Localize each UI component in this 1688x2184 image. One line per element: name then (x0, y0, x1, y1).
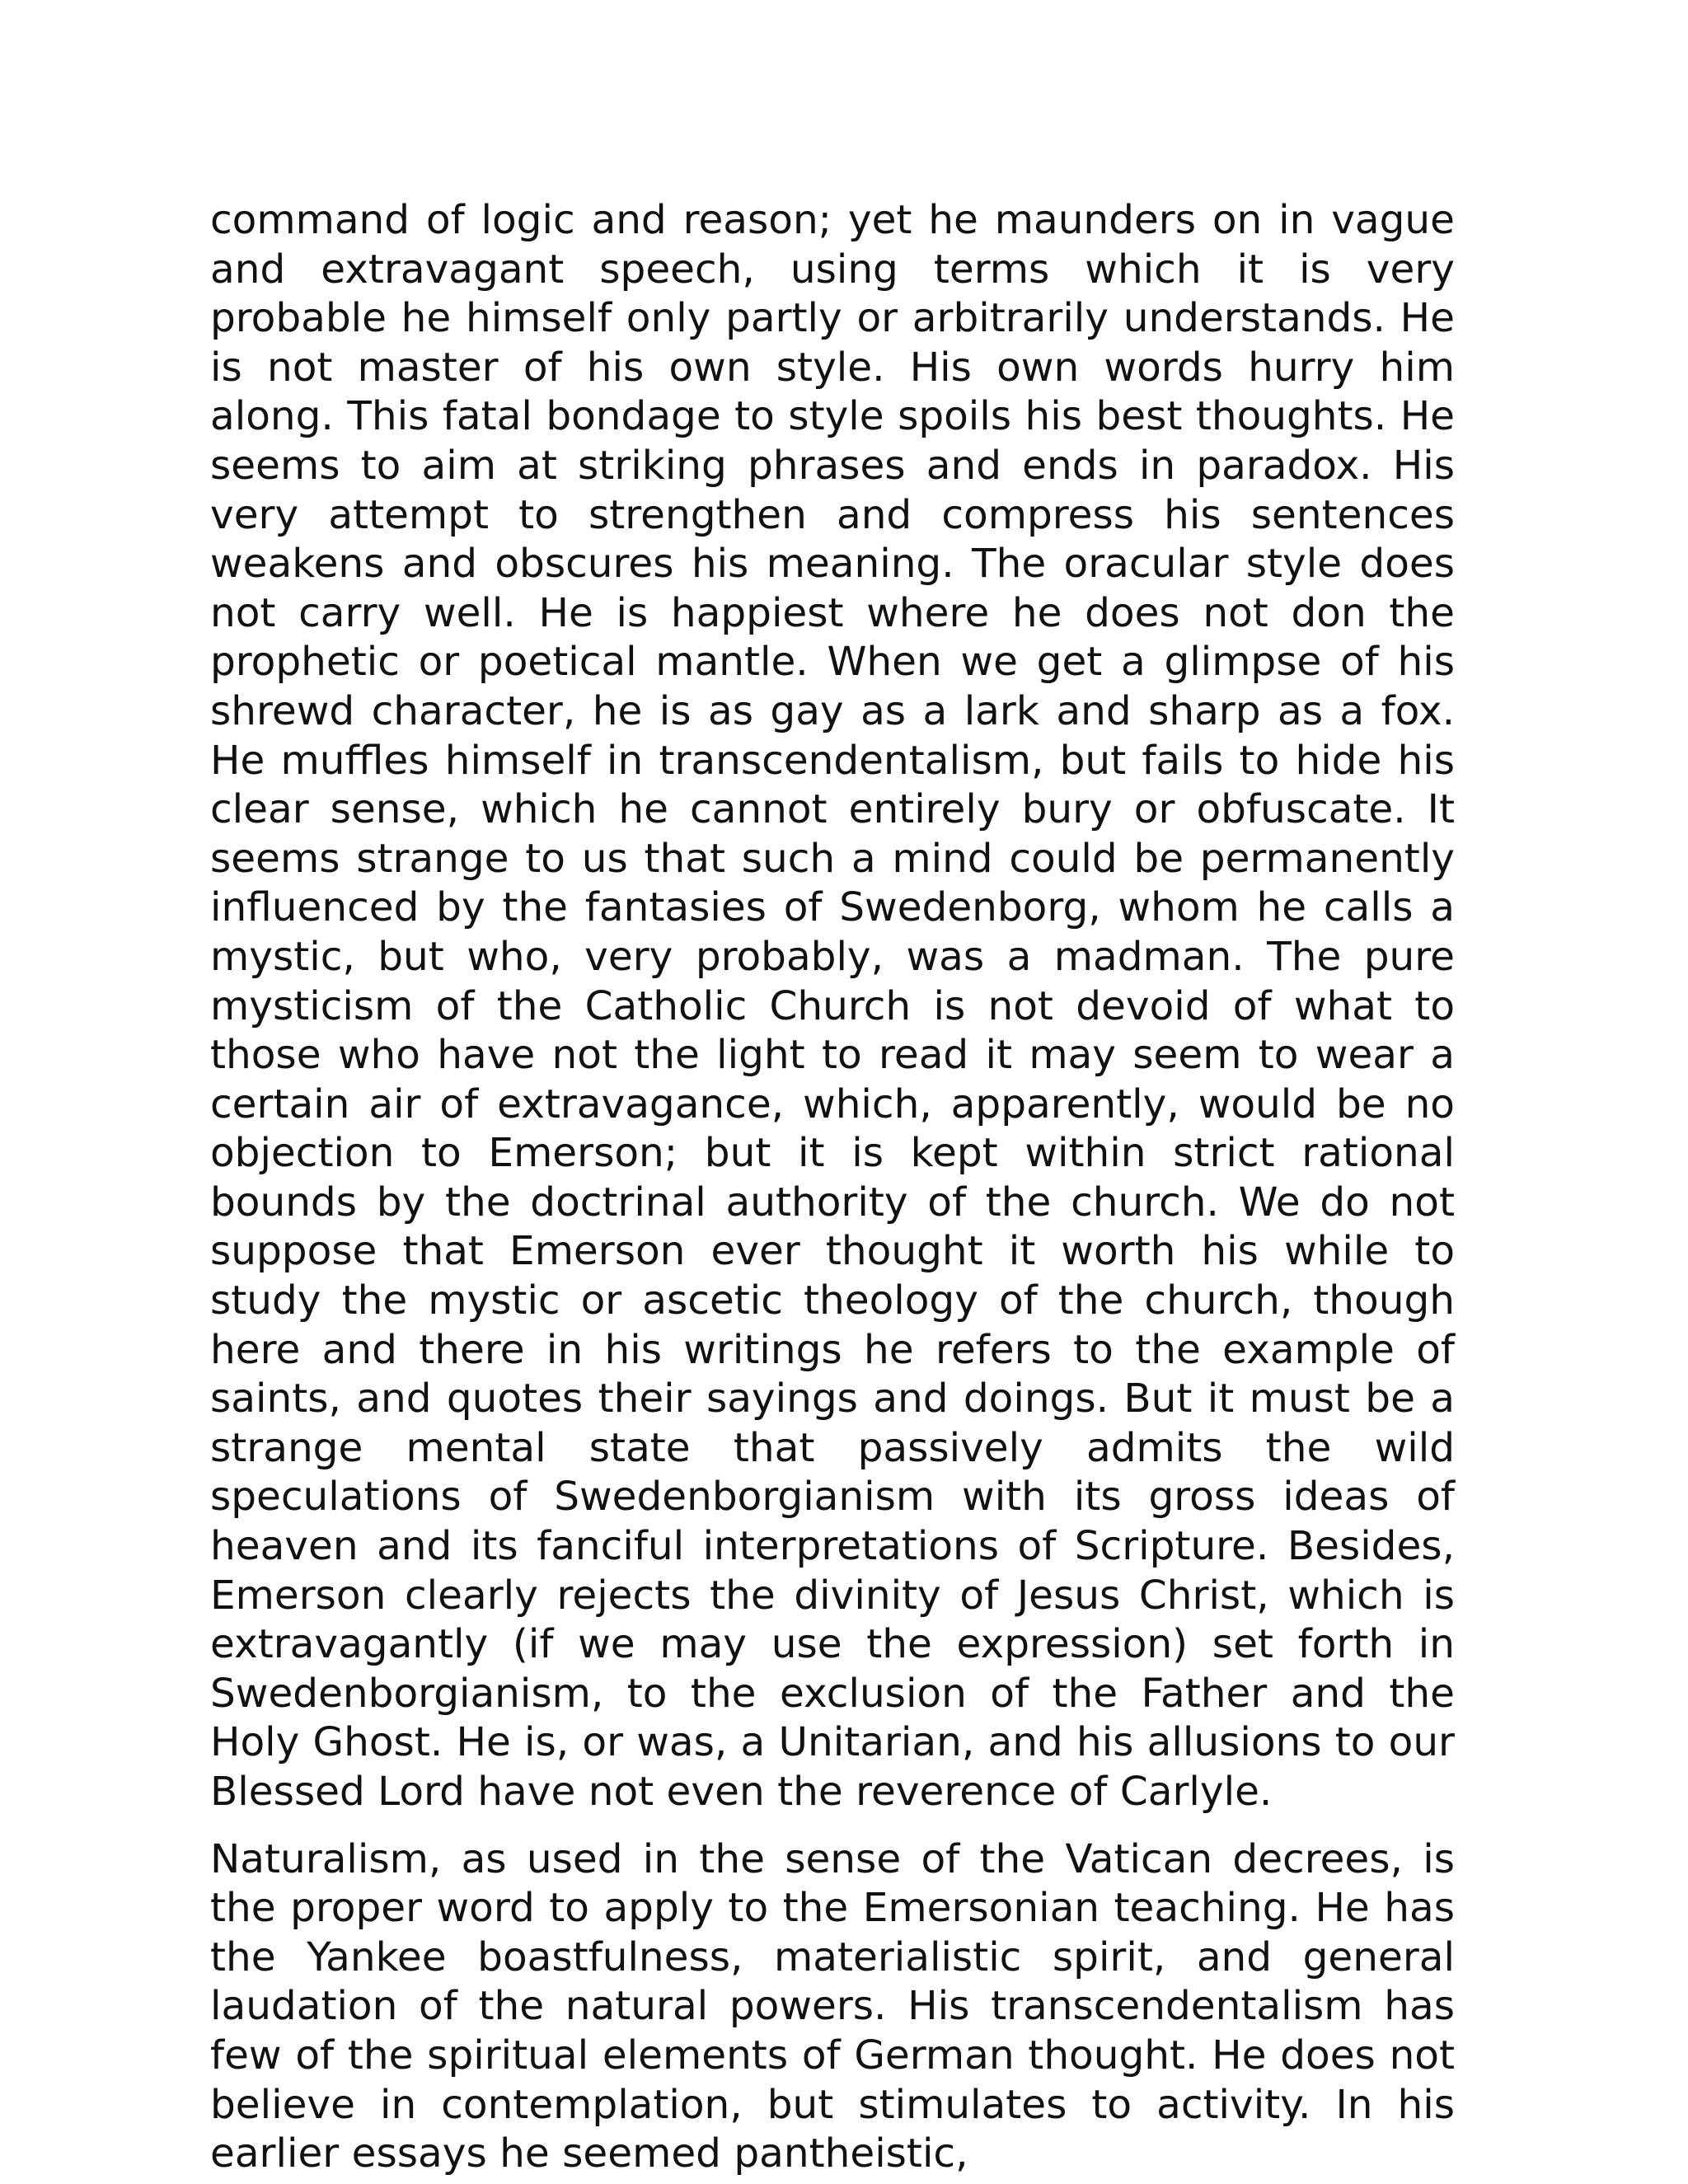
paragraph-2: Naturalism, as used in the sense of the Vatican decrees, is the proper word to apply to the Emersonian teaching. He has the Yankee boastfulness, materialistic spirit, and general laudation of the natural powers. His transcendentalism has few of the spiritual elements of German thought. He does not believe in contemplation, but stimulates to activity. In his earlier essays he seemed pantheistic, (210, 1835, 1455, 2177)
body-text (210, 196, 1455, 2179)
paragraph-1: command of logic and reason; yet he maunders on in vague and extravagant speech, using terms which it is very probable he himself only partly or arbitrarily understands. He is not master of his own style. His own words hurry him along. This fatal bondage to style spoils his best thoughts. He seems to aim at striking phrases and ends in paradox. His very attempt to strengthen and compress his sentences weakens and obscures his meaning. The oracular style does not carry well. He is happiest where he does not don the prophetic or poetical mantle. When we get a glimpse of his shrewd character, he is as gay as a lark and sharp as a fox. He muffles himself in transcendentalism, but fails to hide his clear sense, which he cannot entirely bury or obfuscate. It seems strange to us that such a mind could be permanently influenced by the fantasies of Swedenborg, whom he calls a mystic, but who, very probably, was a madman. The pure mysticism of the Catholic Church is not devoid of what to those who have not the light to read it may seem to wear a certain air of extravagance, which, apparently, would be no objection to Emerson; but it is kept within strict rational bounds by the doctrinal authority of the church. We do not suppose that Emerson ever thought it worth his while to study the mystic or ascetic theology of the church, though here and there in his writings he refers to the example of saints, and quotes their sayings and doings. But it must be a strange mental state that passively admits the wild speculations of Swedenborgianism with its gross ideas of heaven and its fanciful interpretations of Scripture. Besides, Emerson clearly rejects the divinity of Jesus Christ, which is extravagantly (if we may use the expression) set forth in Swedenborgianism, to the exclusion of the Father and the Holy Ghost. He is, or was, a Unitarian, and his allusions to our Blessed Lord have not even the reverence of Carlyle. (210, 197, 1455, 1815)
